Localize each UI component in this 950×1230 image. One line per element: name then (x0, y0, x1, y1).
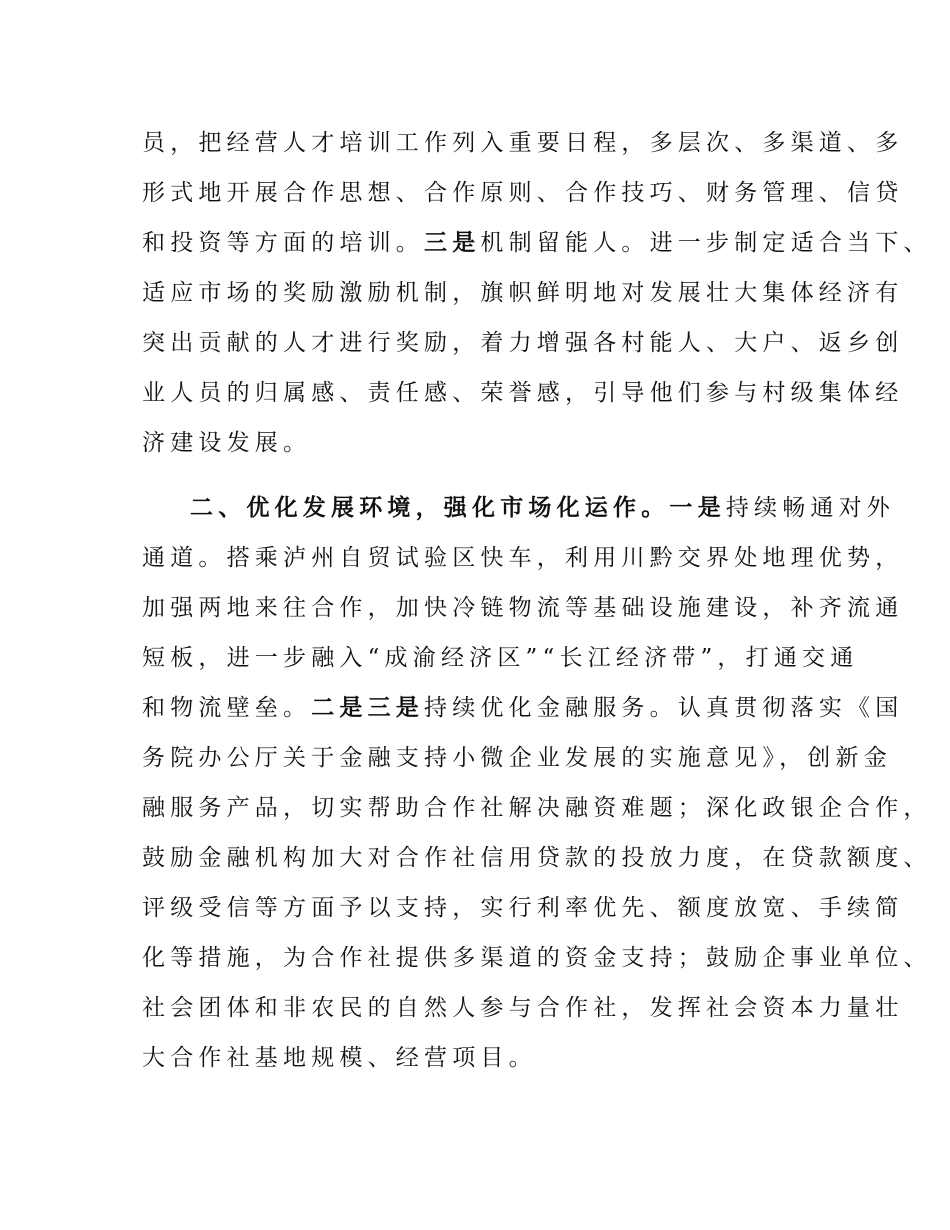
paragraph2-line-2 (142, 543, 903, 573)
text-run: 大合作社基地规模、经营项目。 (142, 1045, 537, 1071)
paragraph1-line-1 (142, 128, 903, 158)
paragraph2-line-1 (190, 493, 895, 523)
text-run: 机制留能人。进一步制定适合当下、 (480, 230, 932, 256)
paragraph1-line-7 (142, 428, 311, 458)
paragraph1-line-5 (142, 328, 903, 358)
bold-phrase: 二是三是 (311, 695, 425, 721)
text-run: 业人员的归属感、责任感、荣誉感，引导他们参与村级集体经 (142, 380, 904, 406)
paragraph1-line-2 (142, 178, 903, 208)
paragraph2-line-9 (142, 893, 903, 923)
bold-phrase: 三是 (424, 230, 481, 256)
paragraph2-line-11 (142, 993, 903, 1023)
paragraph2-line-8 (142, 843, 932, 873)
text-run: 形式地开展合作思想、合作原则、合作技巧、财务管理、信贷 (142, 180, 904, 206)
text-run: 员，把经营人才培训工作列入重要日程，多层次、多渠道、多 (142, 130, 904, 156)
text-run: 和投资等方面的培训。 (142, 230, 424, 256)
paragraph2-line-10 (142, 943, 932, 973)
text-run: 短板，进一步融入“成渝经济区”“长江经济带”，打通交通 (142, 645, 859, 671)
paragraph1-line-3 (142, 228, 932, 258)
text-run: 适应市场的奖励激励机制，旗帜鲜明地对发展壮大集体经济有 (142, 280, 904, 306)
text-run: 鼓励金融机构加大对合作社信用贷款的投放力度，在贷款额度、 (142, 845, 932, 871)
text-run: 务院办公厅关于金融支持小微企业发展的实施意见》，创新金 (142, 745, 892, 771)
text-run: 持续优化金融服务。认真贯彻落实《国 (424, 695, 904, 721)
section-heading: 二、优化发展环境，强化市场化运作。一是 (190, 495, 726, 521)
text-run: 融服务产品，切实帮助合作社解决融资难题；深化政银企合作， (142, 795, 932, 821)
text-run: 通道。搭乘泸州自贸试验区快车，利用川黔交界处地理优势， (142, 545, 904, 571)
text-run: 评级受信等方面予以支持，实行利率优先、额度放宽、手续简 (142, 895, 904, 921)
paragraph1-line-4 (142, 278, 903, 308)
text-run: 和物流壁垒。 (142, 695, 312, 721)
paragraph1-line-6 (142, 378, 903, 408)
text-run: 济建设发展。 (142, 430, 312, 456)
text-run: 化等措施，为合作社提供多渠道的资金支持；鼓励企事业单位、 (142, 945, 932, 971)
paragraph2-line-5 (142, 693, 903, 723)
text-run: 持续畅通对外 (725, 495, 896, 521)
paragraph2-line-12 (142, 1043, 537, 1073)
text-run: 突出贡献的人才进行奖励，着力增强各村能人、大户、返乡创 (142, 330, 904, 356)
paragraph2-line-3 (142, 593, 903, 623)
text-run: 社会团体和非农民的自然人参与合作社，发挥社会资本力量壮 (142, 995, 904, 1021)
paragraph2-line-6 (142, 743, 892, 773)
paragraph2-line-4 (142, 643, 858, 673)
paragraph2-line-7 (142, 793, 932, 823)
text-run: 加强两地来往合作，加快冷链物流等基础设施建设，补齐流通 (142, 595, 904, 621)
